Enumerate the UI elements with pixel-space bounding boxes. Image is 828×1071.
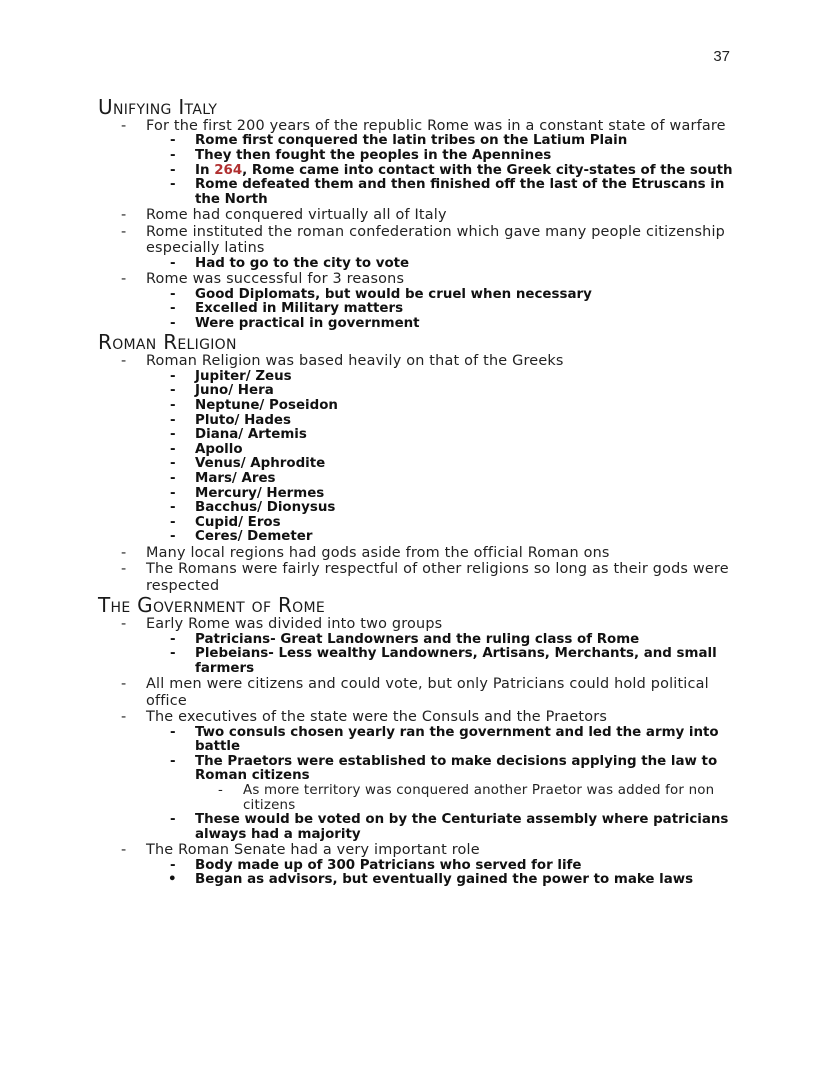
list-item: - For the first 200 years of the republic Rome was in a constant state of warfare xyxy=(146,118,748,134)
list-item: - Two consuls chosen yearly ran the government and led the army into battle xyxy=(195,726,748,755)
god-item: - Jupiter/ Zeus xyxy=(195,370,748,385)
god-item: - Cupid/ Eros xyxy=(195,516,748,531)
list-item: - All men were citizens and could vote, but only Patricians could hold political office xyxy=(146,676,748,709)
list-item: - Rome defeated them and then finished off the last of the Etruscans in the North xyxy=(195,178,748,207)
list-item: - The Romans were fairly respectful of other religions so long as their gods were respected xyxy=(146,561,748,594)
list-item: - The executives of the state were the Consuls and the Praetors xyxy=(146,709,748,725)
list-item: - Were practical in government xyxy=(195,317,748,332)
list-item: • Began as advisors, but eventually gained the power to make laws xyxy=(195,873,748,888)
religion-list xyxy=(98,353,748,594)
heading-roman-religion: Roman Religion xyxy=(98,330,237,355)
list-item: - Many local regions had gods aside from the official Roman ons xyxy=(146,545,748,561)
document-body xyxy=(98,96,748,888)
list-item: - Good Diplomats, but would be cruel when necessary xyxy=(195,288,748,303)
god-item: - Bacchus/ Dionysus xyxy=(195,501,748,516)
god-item: - Neptune/ Poseidon xyxy=(195,399,748,414)
list-item: - Had to go to the city to vote xyxy=(195,257,748,272)
list-item: - Body made up of 300 Patricians who served for life xyxy=(195,859,748,874)
list-item: - The Praetors were established to make decisions applying the law to Roman citizens xyxy=(195,755,748,784)
list-item: - Plebeians- Less wealthy Landowners, Artisans, Merchants, and small farmers xyxy=(195,647,748,676)
list-item: - These would be voted on by the Centuriate assembly where patricians always had a majority xyxy=(195,813,748,842)
god-item: - Juno/ Hera xyxy=(195,384,748,399)
list-item: - Early Rome was divided into two groups xyxy=(146,616,748,632)
list-item: - The Roman Senate had a very important role xyxy=(146,842,748,858)
heading-government-of-rome: The Government of Rome xyxy=(98,593,326,618)
list-item: - Rome was successful for 3 reasons xyxy=(146,271,748,287)
page-number: 37 xyxy=(713,48,730,65)
god-item: - Apollo xyxy=(195,443,748,458)
god-item: - Ceres/ Demeter xyxy=(195,530,748,545)
god-item: - Mercury/ Hermes xyxy=(195,487,748,502)
government-list xyxy=(98,616,748,888)
list-item: - Rome instituted the roman confederation which gave many people citizenship especially latins xyxy=(146,224,748,257)
list-item: - Patricians- Great Landowners and the ruling class of Rome xyxy=(195,633,748,648)
year-264: 264 xyxy=(214,162,243,178)
heading-unifying-italy: Unifying Italy xyxy=(98,95,218,119)
unifying-list xyxy=(98,118,748,331)
list-item: - Rome first conquered the latin tribes on the Latium Plain xyxy=(195,134,748,149)
list-item: - As more territory was conquered another Praetor was added for non citizens xyxy=(243,784,748,813)
god-item: - Venus/ Aphrodite xyxy=(195,457,748,472)
list-item: - They then fought the peoples in the Apennines xyxy=(195,149,748,164)
list-item: - Excelled in Military matters xyxy=(195,302,748,317)
god-item: - Pluto/ Hades xyxy=(195,414,748,429)
list-item: - Roman Religion was based heavily on that of the Greeks xyxy=(146,353,748,369)
list-item: - Rome had conquered virtually all of Italy xyxy=(146,207,748,223)
god-item: - Diana/ Artemis xyxy=(195,428,748,443)
god-item: - Mars/ Ares xyxy=(195,472,748,487)
list-item: - In 264, Rome came into contact with the Greek city-states of the south xyxy=(195,164,748,179)
